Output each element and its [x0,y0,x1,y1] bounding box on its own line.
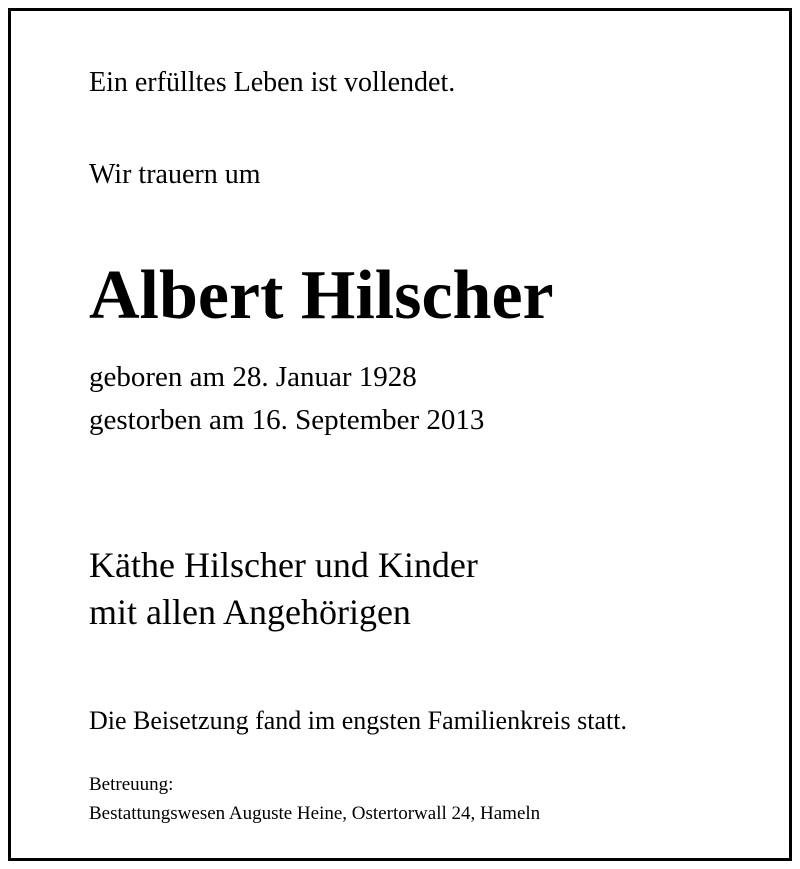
intro-line: Ein erfülltes Leben ist vollendet. [89,67,456,98]
mourning-line: Wir trauern um [89,159,261,190]
deceased-name: Albert Hilscher [89,257,554,334]
family-line-1: Käthe Hilscher und Kinder [89,545,478,585]
family-line-2: mit allen Angehörigen [89,592,411,632]
funeral-note: Die Beisetzung fand im engsten Familienkreis statt. [89,706,627,735]
care-label: Betreuung: [89,774,174,795]
obituary-notice [8,8,792,861]
death-date-line: gestorben am 16. September 2013 [89,404,485,436]
funeral-home-info: Bestattungswesen Auguste Heine, Ostertorwall 24, Hameln [89,803,541,824]
birth-date-line: geboren am 28. Januar 1928 [89,361,417,393]
